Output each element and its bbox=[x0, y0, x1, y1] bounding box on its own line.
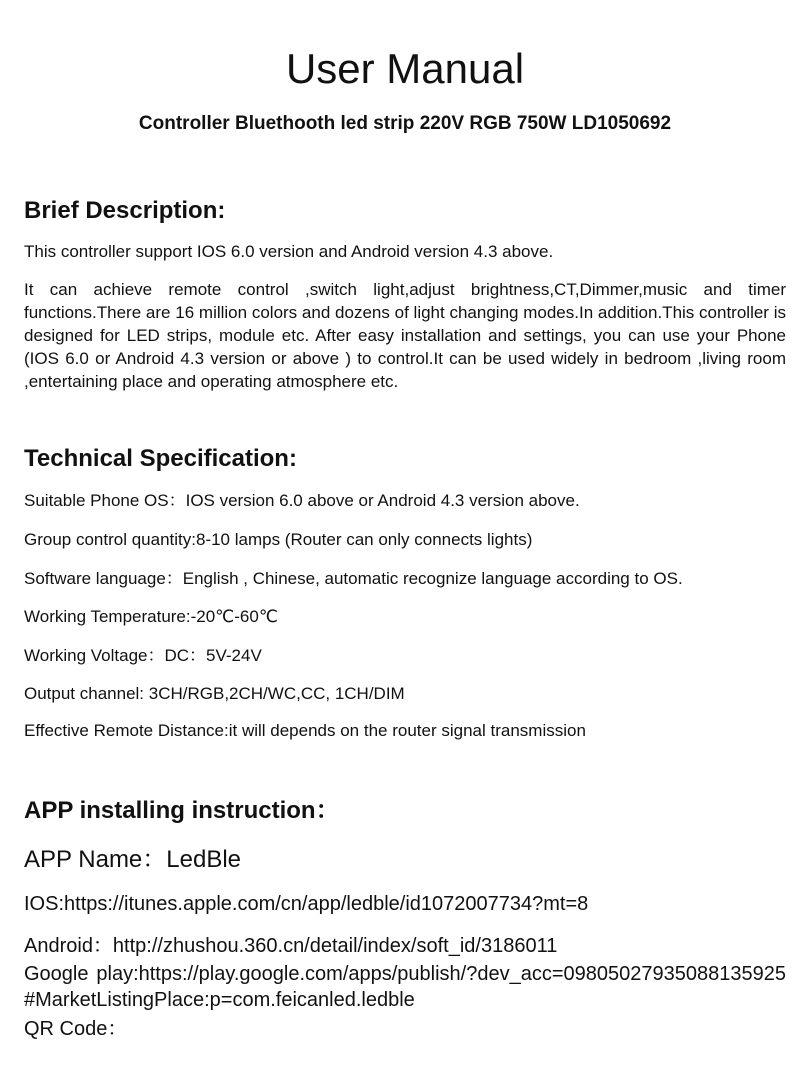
ios-link[interactable]: IOS:https://itunes.apple.com/cn/app/ledble/id1072007734?mt=8 bbox=[24, 893, 589, 915]
spec-working-temperature: Working Temperature:-20℃-60℃ bbox=[24, 607, 278, 626]
spec-remote-distance: Effective Remote Distance:it will depends on the router signal transmission bbox=[24, 721, 586, 740]
spec-software-language: Software language：English , Chinese, automatic recognize language according to OS. bbox=[24, 569, 683, 588]
spec-group-control: Group control quantity:8-10 lamps (Router can only connects lights) bbox=[24, 530, 533, 549]
google-play-link[interactable]: Google play:https://play.google.com/apps/publish/?dev_acc=09805027935088135925#MarketListingPlace:p=com.feicanled.ledble bbox=[24, 963, 786, 1011]
android-link[interactable]: Android：http://zhushou.360.cn/detail/index/soft_id/3186011 bbox=[24, 935, 558, 957]
spec-working-voltage: Working Voltage：DC：5V-24V bbox=[24, 646, 262, 665]
qr-code-label: QR Code： bbox=[24, 1018, 128, 1040]
spec-output-channel: Output channel: 3CH/RGB,2CH/WC,CC, 1CH/DIM bbox=[24, 684, 405, 703]
brief-paragraph: It can achieve remote control ,switch light,adjust brightness,CT,Dimmer,music and timer functions.There are 16 million colors and dozens of light changing modes.In addition.This controller is designed for LED strips, module etc. After easy installation and settings, you can use your Phone (IOS 6.0 or Android 4.3 version or above ) to control.It can be used widely in bedroom ,living room ,entertaining place and operating atmosphere etc. bbox=[24, 280, 786, 391]
page-title: User Manual bbox=[285, 45, 525, 92]
brief-description-heading: Brief Description: bbox=[24, 197, 226, 224]
brief-support-line: This controller support IOS 6.0 version and Android version 4.3 above. bbox=[24, 242, 554, 261]
app-name: APP Name：LedBle bbox=[24, 846, 242, 873]
technical-specification-heading: Technical Specification: bbox=[24, 445, 297, 472]
app-installing-heading: APP installing instruction： bbox=[24, 797, 340, 824]
product-subtitle: Controller Bluethooth led strip 220V RGB 750W LD1050692 bbox=[138, 113, 672, 134]
spec-phone-os: Suitable Phone OS：IOS version 6.0 above or Android 4.3 version above. bbox=[24, 491, 580, 510]
